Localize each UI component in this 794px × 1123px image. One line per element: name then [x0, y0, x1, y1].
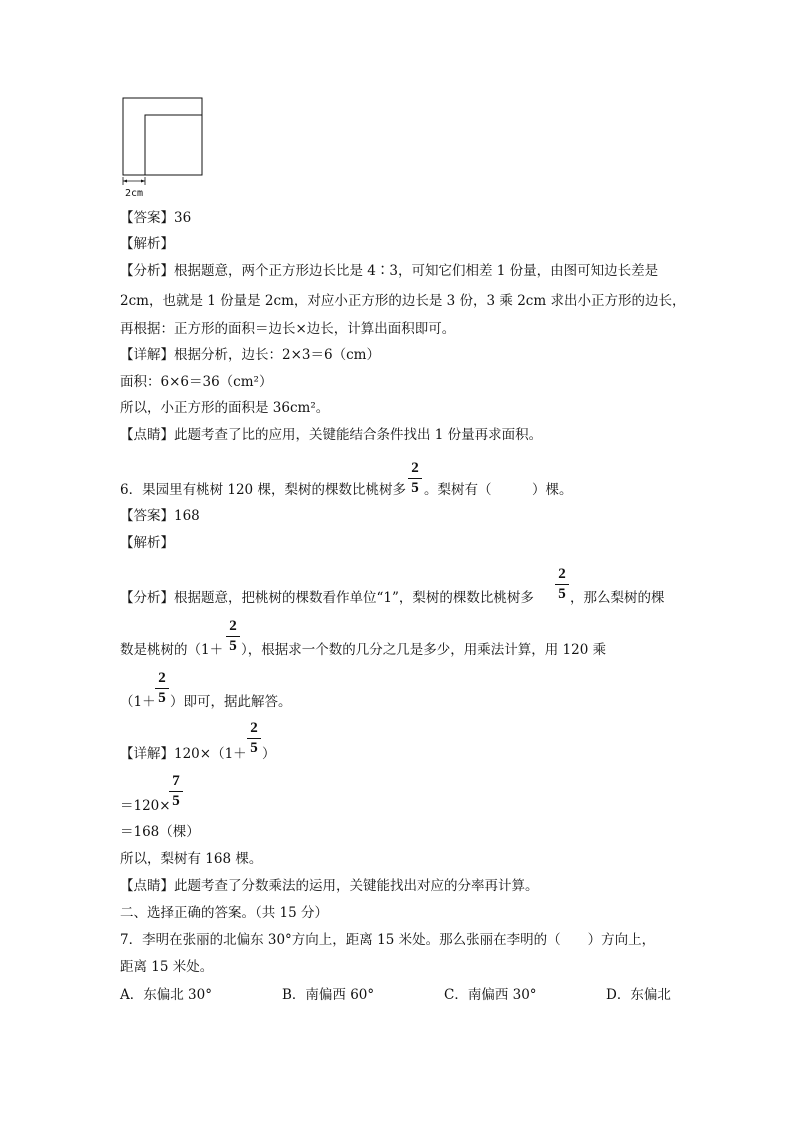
small-square	[145, 115, 202, 175]
large-square	[123, 98, 202, 175]
q7-option-d[interactable]: D．东偏北	[606, 987, 671, 1003]
q7-stem-line1: 7．李明在张丽的北偏东 30°方向上，距离 15 米处。那么张丽在李明的（ ）方向上，	[120, 932, 656, 948]
q6-xiangjie-b: ）	[262, 746, 276, 762]
q5-dianjing: 【点睛】此题考查了比的应用，关键能结合条件找出 1 份量再求面积。	[120, 427, 543, 443]
q6-fenxi-a: 【分析】根据题意，把桃树的棵数看作单位“1”，梨树的棵数比桃树多	[120, 590, 534, 606]
dimension-label: 2cm	[125, 188, 144, 199]
q6-stem-after: 。梨树有（ ）棵。	[424, 482, 573, 498]
q5-analysis-title: 【解析】	[120, 236, 174, 252]
q6-fenxi-b: ，那么梨树的棵	[570, 590, 665, 606]
q6-fenxi-fraction2: 2 5	[226, 618, 240, 655]
q5-fenxi-line1: 【分析】根据题意，两个正方形边长比是 4∶3，可知它们相差 1 份量，由图可知边长差是	[120, 263, 659, 279]
q6-fenxi-fraction1: 2 5	[555, 566, 569, 603]
q6-analysis-title: 【解析】	[120, 535, 174, 551]
q6-dianjing: 【点睛】此题考查了分数乘法的运用，关键能找出对应的分率再计算。	[120, 878, 539, 894]
nested-squares-figure	[115, 92, 215, 202]
q5-xiangjie-line1: 【详解】根据分析，边长：2×3＝6（cm）	[120, 347, 380, 363]
section2-title: 二、选择正确的答案。（共 15 分）	[120, 905, 329, 921]
q6-xiangjie-fraction: 2 5	[247, 720, 261, 757]
q6-fenxi-f: ）即可，据此解答。	[170, 694, 292, 710]
q7-option-c[interactable]: C．南偏西 30°	[444, 987, 537, 1003]
q6-stem-fraction: 2 5	[408, 460, 422, 497]
q5-xiangjie-line2: 面积：6×6＝36（cm²）	[120, 374, 273, 390]
q6-fenxi-c: 数是桃树的（1＋	[120, 642, 224, 658]
q6-answer: 【答案】168	[120, 508, 200, 524]
q6-fenxi-fraction3: 2 5	[155, 670, 169, 707]
q7-stem-line2: 距离 15 米处。	[120, 959, 214, 975]
q6-fenxi-d: ），根据求一个数的几分之几是多少，用乘法计算，用 120 乘	[241, 642, 607, 658]
q6-stem-before: 6．果园里有桃树 120 棵，梨树的棵数比桃树多	[120, 482, 406, 498]
q6-step3: ＝168（棵）	[120, 824, 200, 840]
q7-option-b[interactable]: B．南偏西 60°	[282, 987, 375, 1003]
q6-xiangjie-a: 【详解】120×（1＋	[120, 746, 247, 762]
q6-step2-fraction: 7 5	[169, 773, 183, 810]
q5-xiangjie-line3: 所以，小正方形的面积是 36cm²。	[120, 400, 330, 416]
q7-option-a[interactable]: A．东偏北 30°	[120, 987, 212, 1003]
q5-fenxi-line2: 2cm，也就是 1 份量是 2cm，对应小正方形的边长是 3 份，3 乘 2cm 求出小正方形的边长，	[120, 293, 686, 309]
q6-fenxi-e: （1＋	[120, 694, 156, 710]
q6-step2: ＝120×	[120, 798, 171, 814]
q5-answer: 【答案】36	[120, 210, 192, 226]
q6-conclusion: 所以，梨树有 168 棵。	[120, 851, 263, 867]
q5-fenxi-line3: 再根据：正方形的面积＝边长×边长，计算出面积即可。	[120, 321, 456, 337]
